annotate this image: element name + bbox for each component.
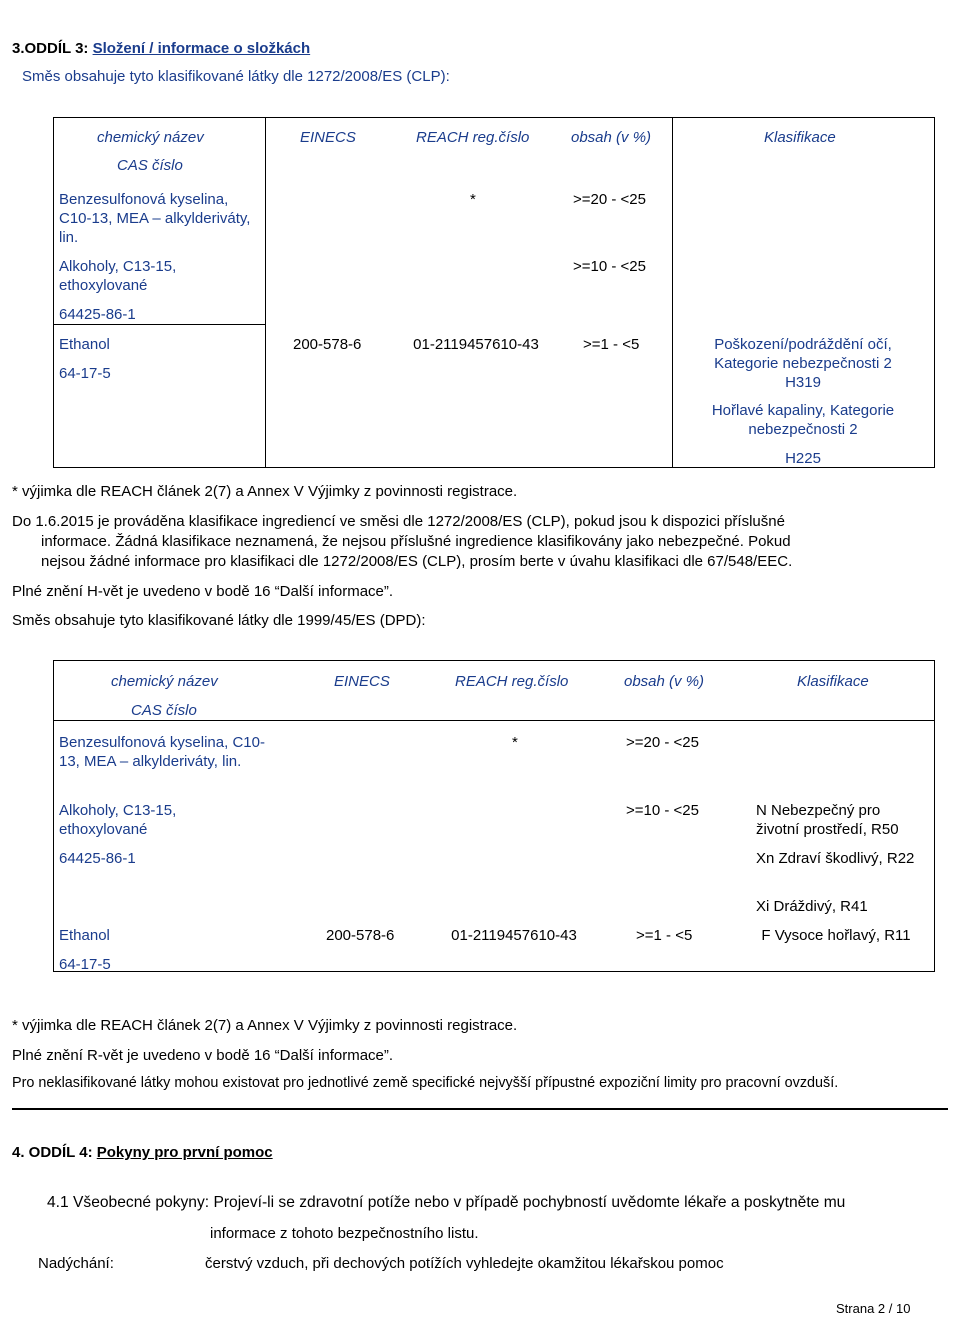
clp-row1-reach: * bbox=[470, 191, 476, 208]
clp-row3-einecs: 200-578-6 bbox=[293, 336, 362, 353]
dpd-intro: Směs obsahuje tyto klasifikované látky dle 1999/45/ES (DPD): bbox=[12, 612, 426, 629]
clp-row3-class1: Poškození/podráždění očí, Kategorie nebezpečnosti 2 bbox=[714, 336, 892, 372]
page-number: Strana 2 / 10 bbox=[836, 1301, 911, 1316]
dpd-header-name: chemický název bbox=[111, 673, 218, 690]
dpd-row2-class1: N Nebezpečný pro životní prostředí, R50 bbox=[756, 802, 899, 838]
dpd-footnote: * výjimka dle REACH článek 2(7) a Annex V Výjimky z povinnosti registrace. bbox=[12, 1017, 518, 1034]
section3-title: Složení / informace o složkách bbox=[92, 40, 311, 57]
dpd-row3-cas: 64-17-5 bbox=[59, 956, 111, 973]
dpd-row1-name: Benzesulfonová kyselina, C10-13, MEA – alkylderiváty, lin. bbox=[59, 734, 265, 770]
clp-row3-content: >=1 - <5 bbox=[583, 336, 640, 353]
clp-header-class: Klasifikace bbox=[764, 129, 836, 146]
dpd-row2-class3: Xi Dráždivý, R41 bbox=[756, 898, 868, 915]
section3-heading bbox=[12, 39, 310, 58]
note-line-2: informace. Žádná klasifikace neznamená, že nejsou příslušné ingredience klasifikovány jako nebezpečné. Pokud bbox=[41, 533, 791, 550]
clp-table-divider-1 bbox=[265, 117, 266, 468]
clp-footnote: * výjimka dle REACH článek 2(7) a Annex V Výjimky z povinnosti registrace. bbox=[12, 482, 521, 501]
clp-row3-cas: 64-17-5 bbox=[59, 365, 111, 382]
clp-header-einecs: EINECS bbox=[300, 129, 356, 146]
section4-title: Pokyny pro první pomoc bbox=[96, 1144, 273, 1161]
dpd-row2-name: Alkoholy, C13-15, ethoxylované bbox=[59, 802, 177, 838]
clp-row1-name: Benzesulfonová kyselina, C10-13, MEA – alkylderiváty, lin. bbox=[59, 191, 251, 246]
clp-header-content: obsah (v %) bbox=[571, 129, 652, 146]
dpd-row1-content: >=20 - <25 bbox=[626, 734, 699, 751]
dpd-row2-cas: 64425-86-1 bbox=[59, 850, 136, 867]
dpd-row3-reach: 01-2119457610-43 bbox=[451, 927, 577, 944]
clp-row2-content: >=10 - <25 bbox=[573, 258, 646, 275]
section4-heading bbox=[12, 1143, 273, 1162]
section3-number: 3.ODDÍL 3: bbox=[12, 40, 89, 57]
general-instructions-line-1: 4.1 Všeobecné pokyny: Projeví-li se zdravotní potíže nebo v případě pochybností uvědomte lékaře a poskytněte mu bbox=[47, 1194, 846, 1211]
clp-header-reach: REACH reg.číslo bbox=[416, 129, 530, 146]
inhalation-text: čerstvý vzduch, při dechových potížích vyhledejte okamžitou lékařskou pomoc bbox=[205, 1255, 724, 1272]
general-instructions-line-2: informace z tohoto bezpečnostního listu. bbox=[210, 1225, 479, 1242]
h-phrases-note: Plné znění H-vět je uvedeno v bodě 16 “Další informace”. bbox=[12, 583, 394, 600]
clp-header-cas: CAS číslo bbox=[117, 157, 183, 174]
dpd-row3-name: Ethanol bbox=[59, 927, 110, 944]
dpd-header-einecs: EINECS bbox=[334, 673, 390, 690]
clp-header-name: chemický název bbox=[97, 129, 204, 146]
clp-table-divider-2 bbox=[672, 117, 673, 468]
r-phrases-note: Plné znění R-vět je uvedeno v bodě 16 “Další informace”. bbox=[12, 1047, 394, 1064]
dpd-row3-class1: F Vysoce hořlavý, R11 bbox=[761, 927, 911, 944]
note-line-3: nejsou žádné informace pro klasifikaci dle 1272/2008/ES (CLP), prosím berte v úvahu klasifikaci dle 67/548/EEC. bbox=[41, 553, 793, 570]
clp-row3-reach: 01-2119457610-43 bbox=[413, 336, 539, 353]
clp-row1-content: >=20 - <25 bbox=[573, 191, 646, 208]
exposure-limits-note: Pro neklasifikované látky mohou existovat pro jednotlivé země specifické nejvyšší přípustné expoziční limity pro pracovní ovzduší. bbox=[12, 1075, 839, 1091]
clp-row2-name: Alkoholy, C13-15, ethoxylované bbox=[59, 258, 177, 294]
section4-number: 4. ODDÍL 4: bbox=[12, 1144, 93, 1161]
dpd-row3-einecs: 200-578-6 bbox=[326, 927, 395, 944]
clp-row3-name: Ethanol bbox=[59, 336, 110, 353]
dpd-header-content: obsah (v %) bbox=[624, 673, 705, 690]
clp-row3-class1-code: H319 bbox=[785, 374, 821, 391]
inhalation-label: Nadýchání: bbox=[38, 1255, 114, 1272]
clp-row2-cas: 64425-86-1 bbox=[59, 306, 136, 323]
section-divider bbox=[12, 1108, 948, 1110]
note-line-1: Do 1.6.2015 je prováděna klasifikace ingrediencí ve směsi dle 1272/2008/ES (CLP), pokud jsou k dispozici příslušné bbox=[12, 513, 785, 530]
dpd-row3-content: >=1 - <5 bbox=[636, 927, 693, 944]
dpd-header-class: Klasifikace bbox=[797, 673, 869, 690]
dpd-header-reach: REACH reg.číslo bbox=[455, 673, 569, 690]
dpd-row2-class2: Xn Zdraví škodlivý, R22 bbox=[756, 850, 915, 867]
clp-row-divider bbox=[53, 324, 265, 325]
clp-row3-class2: Hořlavé kapaliny, Kategorie nebezpečnosti 2 bbox=[711, 402, 895, 438]
dpd-row1-reach: * bbox=[512, 734, 518, 751]
dpd-table-header-divider bbox=[53, 720, 935, 721]
dpd-row2-content: >=10 - <25 bbox=[626, 802, 699, 819]
dpd-header-cas: CAS číslo bbox=[131, 702, 197, 719]
clp-intro: Směs obsahuje tyto klasifikované látky dle 1272/2008/ES (CLP): bbox=[22, 68, 450, 85]
clp-row3-class2-code: H225 bbox=[785, 450, 821, 467]
